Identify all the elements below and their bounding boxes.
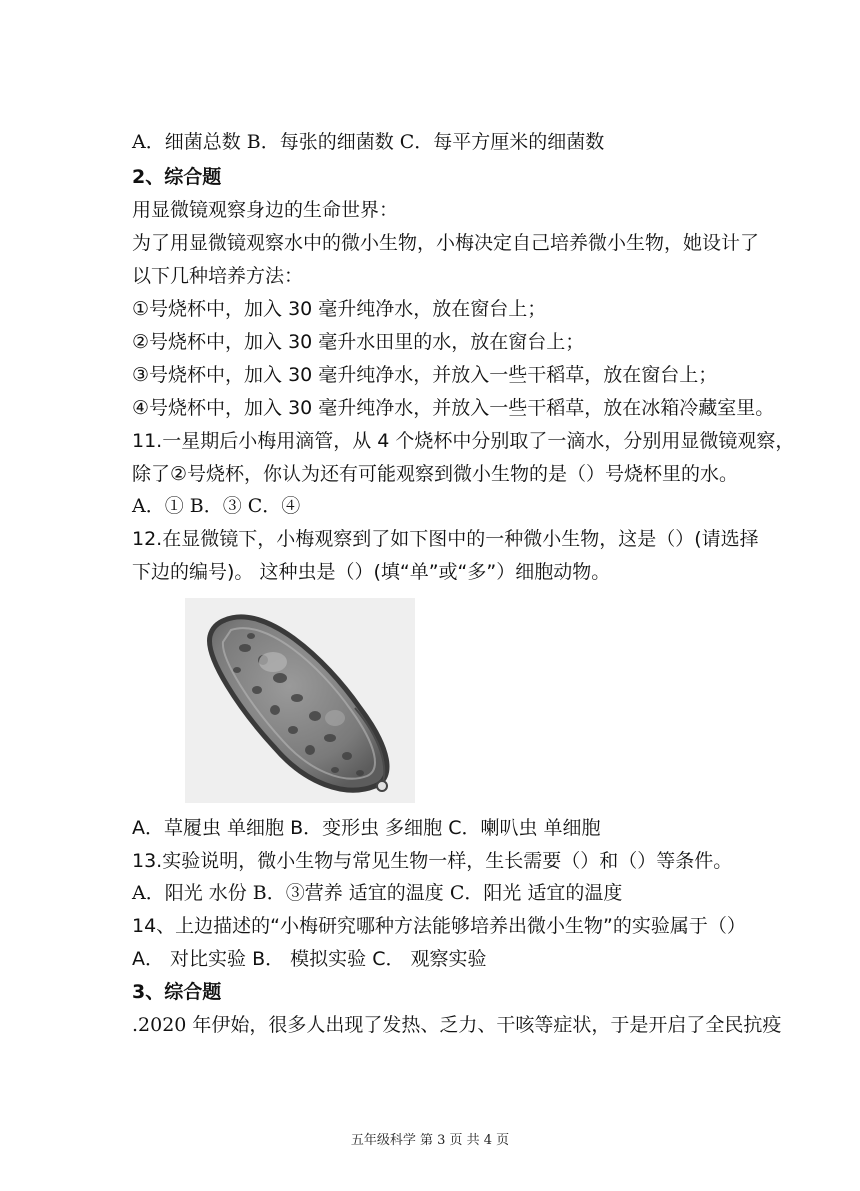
- scenario-line-2: 以下几种培养方法：: [132, 265, 304, 287]
- beaker-1-description: ①号烧杯中，加入 30 毫升纯净水，放在窗台上；: [132, 298, 547, 320]
- question-14-options: A． 对比实验 B． 模拟实验 C． 观察实验: [132, 948, 487, 970]
- question-12-line-2: 下边的编号)。 这种虫是（）(填“单”或“多”）细胞动物。: [132, 561, 611, 583]
- beaker-4-description: ④号烧杯中，加入 30 毫升纯净水，并放入一些干稻草，放在冰箱冷藏室里。: [132, 397, 775, 419]
- question-13: 13.实验说明，微小生物与常见生物一样，生长需要（）和（）等条件。: [132, 850, 733, 872]
- section-3-heading: 3、综合题: [132, 981, 222, 1003]
- question-12-line-1: 12.在显微镜下，小梅观察到了如下图中的一种微小生物，这是（）(请选择: [132, 528, 759, 550]
- q10-options: A．细菌总数 B．每张的细菌数 C．每平方厘米的细菌数: [132, 131, 605, 153]
- question-13-options: A．阳光 水份 B．③营养 适宜的温度 C．阳光 适宜的温度: [132, 882, 623, 904]
- question-14: 14、上边描述的“小梅研究哪种方法能够培养出微小生物”的实验属于（）: [132, 915, 746, 937]
- question-11-options: A．① B．③ C．④: [132, 495, 301, 517]
- section-3-intro: .2020 年伊始，很多人出现了发热、乏力、干咳等症状，于是开启了全民抗疫: [132, 1014, 782, 1036]
- section-2-heading: 2、综合题: [132, 166, 222, 188]
- question-11-line-2: 除了②号烧杯，你认为还有可能观察到微小生物的是（）号烧杯里的水。: [132, 463, 739, 485]
- scenario-line-1: 为了用显微镜观察水中的微小生物，小梅决定自己培养微小生物，她设计了: [132, 232, 760, 254]
- page-footer: 五年级科学 第 3 页 共 4 页: [350, 1133, 510, 1148]
- beaker-2-description: ②号烧杯中，加入 30 毫升水田里的水，放在窗台上；: [132, 331, 585, 353]
- paramecium-micrograph-icon: [185, 598, 415, 803]
- beaker-3-description: ③号烧杯中，加入 30 毫升纯净水，并放入一些干稻草，放在窗台上；: [132, 364, 718, 386]
- section-2-intro: 用显微镜观察身边的生命世界：: [132, 199, 399, 221]
- question-11-line-1: 11.一星期后小梅用滴管，从 4 个烧杯中分别取了一滴水，分别用显微镜观察，: [132, 430, 795, 452]
- question-12-options: A．草履虫 单细胞 B．变形虫 多细胞 C．喇叭虫 单细胞: [132, 817, 601, 839]
